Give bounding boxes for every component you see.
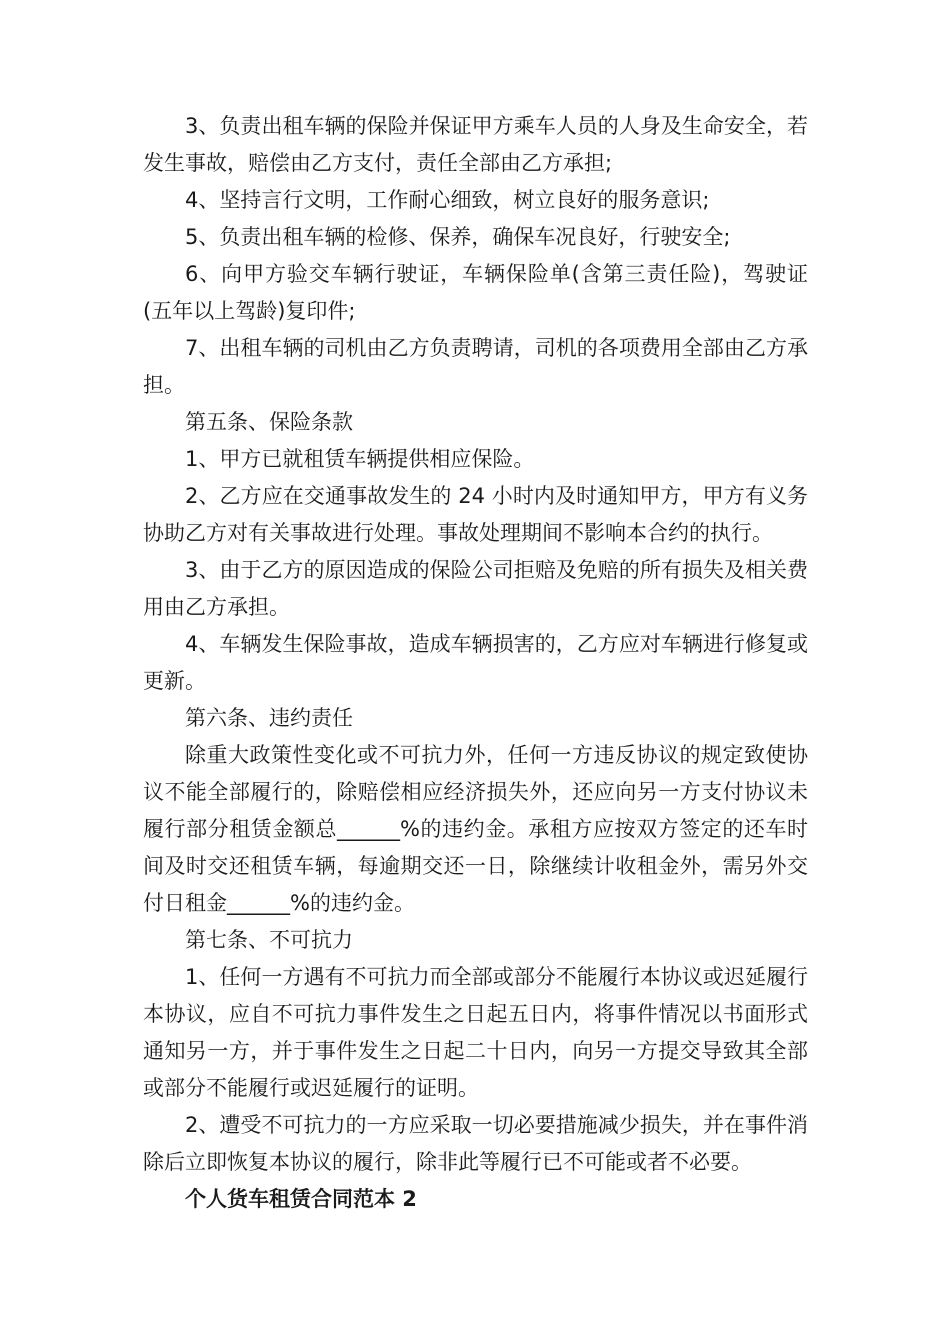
clause-7-item-2: 2、遭受不可抗力的一方应采取一切必要措施减少损失，并在事件消除后立即恢复本协议的履行，除非此等履行已不可能或者不必要。 bbox=[143, 1113, 808, 1174]
article-7-heading: 第七条、不可抗力 bbox=[185, 928, 353, 952]
clause-4-item-7: 7、出租车辆的司机由乙方负责聘请，司机的各项费用全部由乙方承担。 bbox=[143, 336, 808, 397]
article-6-heading: 第六条、违约责任 bbox=[185, 706, 353, 730]
clause-6-body: 除重大政策性变化或不可抗力外，任何一方违反协议的规定致使协议不能全部履行的，除赔偿相应经济损失外，还应向另一方支付协议未履行部分租赁金额总______%的违约金。承租方应按双方签定的还车时间及时交还租赁车辆，每逾期交还一日，除继续计收租金外，需另外交付日租金______%的违约金。 bbox=[143, 743, 808, 915]
next-contract-title: 个人货车租赁合同范本 2 bbox=[185, 1187, 417, 1211]
article-5-heading: 第五条、保险条款 bbox=[185, 410, 353, 434]
clause-5-item-1: 1、甲方已就租赁车辆提供相应保险。 bbox=[185, 447, 535, 471]
clause-5-item-4: 4、车辆发生保险事故，造成车辆损害的，乙方应对车辆进行修复或更新。 bbox=[143, 632, 808, 693]
clause-5-item-3: 3、由于乙方的原因造成的保险公司拒赔及免赔的所有损失及相关费用由乙方承担。 bbox=[143, 558, 808, 619]
clause-4-item-4: 4、坚持言行文明，工作耐心细致，树立良好的服务意识; bbox=[185, 188, 710, 212]
clause-5-item-2: 2、乙方应在交通事故发生的 24 小时内及时通知甲方，甲方有义务协助乙方对有关事故进行处理。事故处理期间不影响本合约的执行。 bbox=[143, 484, 808, 545]
clause-7-item-1: 1、任何一方遇有不可抗力而全部或部分不能履行本协议或迟延履行本协议，应自不可抗力事件发生之日起五日内，将事件情况以书面形式通知另一方，并于事件发生之日起二十日内，向另一方提交导致其全部或部分不能履行或迟延履行的证明。 bbox=[143, 965, 808, 1100]
clause-4-item-6: 6、向甲方验交车辆行驶证，车辆保险单(含第三责任险)，驾驶证(五年以上驾龄)复印件; bbox=[143, 262, 808, 323]
document-page bbox=[143, 108, 808, 1218]
clause-4-item-3: 3、负责出租车辆的保险并保证甲方乘车人员的人身及生命安全，若发生事故，赔偿由乙方支付，责任全部由乙方承担; bbox=[143, 114, 808, 175]
clause-4-item-5: 5、负责出租车辆的检修、保养，确保车况良好，行驶安全; bbox=[185, 225, 731, 249]
